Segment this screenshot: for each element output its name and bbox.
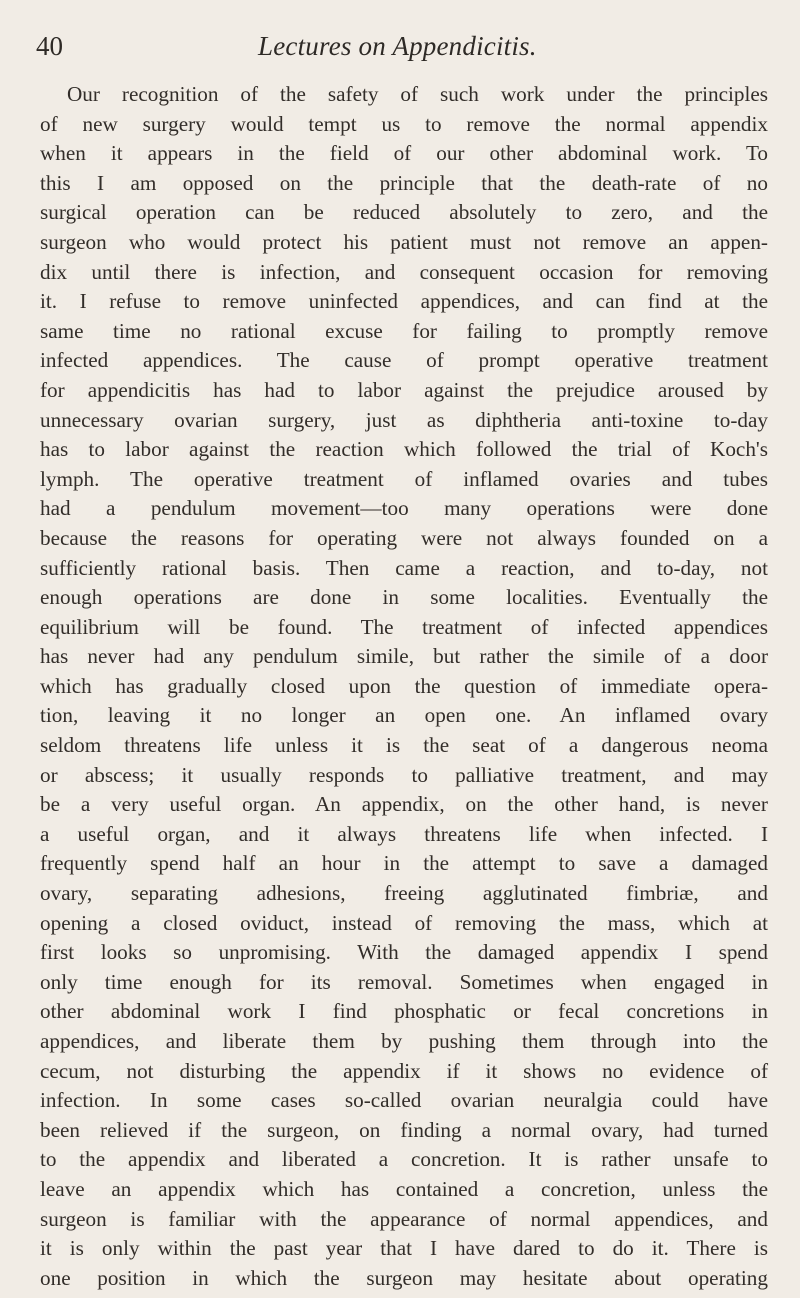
text-line: or abscess; it usually responds to palliative treatment, and may <box>40 762 768 787</box>
text-line: dix until there is infection, and consequent occasion for removing <box>40 259 768 284</box>
text-line: be a very useful organ. An appendix, on the other hand, is never <box>40 792 768 817</box>
text-line: other abdominal work I find phosphatic or fecal concretions in <box>40 999 768 1024</box>
text-line: opening a closed oviduct, instead of removing the mass, which at <box>40 910 768 935</box>
text-line: been relieved if the surgeon, on finding a normal ovary, had turned <box>40 1117 768 1142</box>
text-line: one position in which the surgeon may hesitate about operating <box>40 1265 768 1290</box>
body-paragraph <box>40 80 768 1293</box>
text-line: enough operations are done in some localities. Eventually the <box>40 585 768 610</box>
text-line: this I am opposed on the principle that the death-rate of no <box>40 170 768 195</box>
text-line: frequently spend half an hour in the attempt to save a damaged <box>40 851 768 876</box>
text-line: for appendicitis has had to labor against the prejudice aroused by <box>40 377 768 402</box>
text-line: lymph. The operative treatment of inflamed ovaries and tubes <box>40 466 768 491</box>
text-line: has to labor against the reaction which followed the trial of Koch's <box>40 437 768 462</box>
text-line: infected appendices. The cause of prompt operative treatment <box>40 348 768 373</box>
text-line: cecum, not disturbing the appendix if it shows no evidence of <box>40 1058 768 1083</box>
text-line: seldom threatens life unless it is the seat of a dangerous neoma <box>40 733 768 758</box>
text-line: it is only within the past year that I have dared to do it. There is <box>40 1236 768 1261</box>
running-header <box>36 28 768 68</box>
text-line: only time enough for its removal. Sometimes when engaged in <box>40 969 768 994</box>
text-line: it. I refuse to remove uninfected appendices, and can find at the <box>40 289 768 314</box>
text-line: had a pendulum movement—too many operations were done <box>40 496 768 521</box>
text-line: first looks so unpromising. With the damaged appendix I spend <box>40 940 768 965</box>
text-line: because the reasons for operating were not always founded on a <box>40 525 768 550</box>
text-line: ovary, separating adhesions, freeing agglutinated fimbriæ, and <box>40 881 768 906</box>
text-line: to the appendix and liberated a concretion. It is rather unsafe to <box>40 1147 768 1172</box>
text-line: Our recognition of the safety of such work under the principles <box>67 82 768 106</box>
text-line: same time no rational excuse for failing to promptly remove <box>40 318 768 343</box>
text-line: surgical operation can be reduced absolutely to zero, and the <box>40 200 768 225</box>
text-line: has never had any pendulum simile, but rather the simile of a door <box>40 644 768 669</box>
text-line: tion, leaving it no longer an open one. An inflamed ovary <box>40 703 768 728</box>
text-line: unnecessary ovarian surgery, just as diphtheria anti-toxine to-day <box>40 407 768 432</box>
text-line: which has gradually closed upon the question of immediate opera- <box>40 673 768 698</box>
text-line: equilibrium will be found. The treatment of infected appendices <box>40 614 768 639</box>
text-line: a useful organ, and it always threatens life when infected. I <box>40 821 768 846</box>
text-line: infection. In some cases so-called ovarian neuralgia could have <box>40 1088 768 1113</box>
text-line: appendices, and liberate them by pushing them through into the <box>40 1029 768 1053</box>
text-line: when it appears in the field of our other abdominal work. To <box>40 141 768 166</box>
text-line: of new surgery would tempt us to remove the normal appendix <box>40 111 768 136</box>
text-line: leave an appendix which has contained a concretion, unless the <box>40 1176 768 1201</box>
text-line: sufficiently rational basis. Then came a reaction, and to-day, not <box>40 555 768 580</box>
page-number: 40 <box>36 31 63 61</box>
running-title: Lectures on Appendicitis. <box>258 31 537 61</box>
text-line: surgeon who would protect his patient must not remove an appen- <box>40 229 768 254</box>
text-line: surgeon is familiar with the appearance of normal appendices, and <box>40 1206 768 1231</box>
